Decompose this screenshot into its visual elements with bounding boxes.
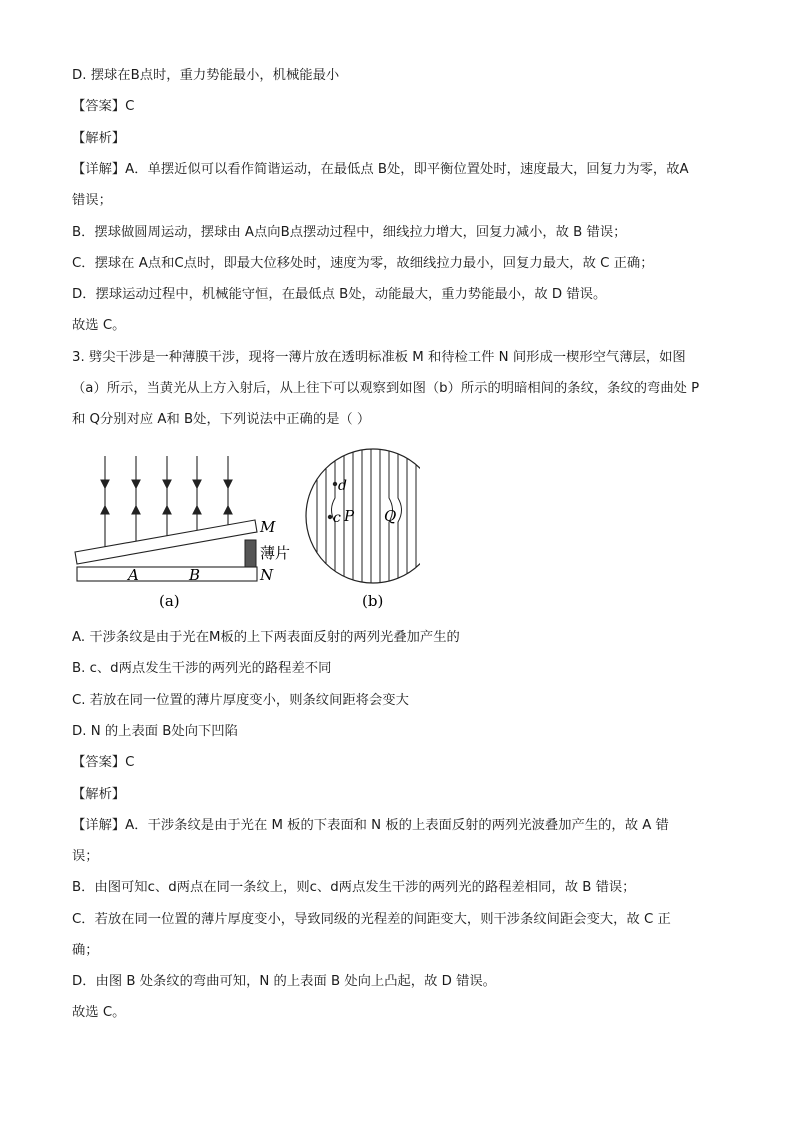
- explanation-d-q3: D．由图 B 处条纹的弯曲可知，N 的上表面 B 处向上凸起，故 D 错误。: [72, 974, 496, 989]
- view-circle: [306, 449, 420, 583]
- label-b: B: [189, 566, 201, 584]
- point-d: [333, 482, 337, 486]
- label-c: c: [333, 510, 341, 526]
- caption-b: (b): [362, 592, 384, 610]
- option-b-q3: B. c、d两点发生干涉的两列光的路程差不同: [72, 661, 332, 676]
- analysis-heading-q3: 【解析】: [72, 787, 126, 802]
- plate-n: [77, 567, 257, 581]
- point-c: [328, 515, 332, 519]
- explanation-c-q2: C．摆球在 A点和C点时，即最大位移处时，速度为零，故细线拉力最小，回复力最大，故 C 正确；: [72, 256, 654, 271]
- interference-figure: [60, 448, 420, 618]
- explanation-a-q3: 【详解】A．干涉条纹是由于光在 M 板的下表面和 N 板的上表面反射的两列光波叠加产生的，故 A 错: [72, 818, 669, 833]
- option-d-q2: D. 摆球在B点时，重力势能最小，机械能最小: [72, 68, 340, 83]
- answer-q3: 【答案】C: [72, 755, 135, 770]
- conclusion-q2: 故选 C。: [72, 318, 126, 333]
- explanation-c-q3: C．若放在同一位置的薄片厚度变小，导致同级的光程差的间距变大，则干涉条纹间距会变大，故 C 正: [72, 912, 671, 927]
- explanation-a-q2-cont: 错误；: [72, 193, 112, 208]
- question-3-stem-line2: （a）所示，当黄光从上方入射后，从上往下可以观察到如图（b）所示的明暗相间的条纹，条纹的弯曲处 P: [72, 381, 700, 396]
- label-p: P: [344, 507, 355, 525]
- thin-film: [245, 540, 256, 567]
- caption-a: (a): [159, 592, 180, 610]
- option-c-q3: C. 若放在同一位置的薄片厚度变小，则条纹间距将会变大: [72, 693, 409, 708]
- analysis-heading-q2: 【解析】: [72, 131, 126, 146]
- label-q: Q: [384, 507, 397, 525]
- explanation-a-q2: 【详解】A．单摆近似可以看作简谐运动，在最低点 B处，即平衡位置处时，速度最大，回复力为零，故A: [72, 162, 689, 177]
- question-3-stem-line3: 和 Q分别对应 A和 B处，下列说法中正确的是（ ）: [72, 412, 371, 427]
- explanation-b-q2: B．摆球做圆周运动，摆球由 A点向B点摆动过程中，细线拉力增大，回复力减小，故 B 错误；: [72, 225, 627, 240]
- plate-m: [75, 520, 257, 564]
- explanation-a-q3-cont: 误；: [72, 849, 99, 864]
- question-3-stem: 3. 劈尖干涉是一种薄膜干涉，现将一薄片放在透明标准板 M 和待检工件 N 间形成一楔形空气薄层，如图: [72, 350, 686, 365]
- option-d-q3: D. N 的上表面 B处向下凹陷: [72, 724, 238, 739]
- label-d: d: [338, 478, 347, 494]
- answer-q2: 【答案】C: [72, 99, 135, 114]
- label-a: A: [128, 566, 139, 584]
- explanation-b-q3: B．由图可知c、d两点在同一条纹上，则c、d两点发生干涉的两列光的路程差相同，故 B 错误；: [72, 880, 636, 895]
- label-m: M: [260, 518, 276, 536]
- explanation-c-q3-cont: 确；: [72, 943, 99, 958]
- conclusion-q3: 故选 C。: [72, 1005, 126, 1020]
- label-film: 薄片: [260, 544, 291, 562]
- label-n: N: [260, 566, 274, 584]
- explanation-d-q2: D．摆球运动过程中，机械能守恒，在最低点 B处，动能最大，重力势能最小，故 D 错误。: [72, 287, 607, 302]
- option-a-q3: A. 干涉条纹是由于光在M板的上下两表面反射的两列光叠加产生的: [72, 630, 460, 645]
